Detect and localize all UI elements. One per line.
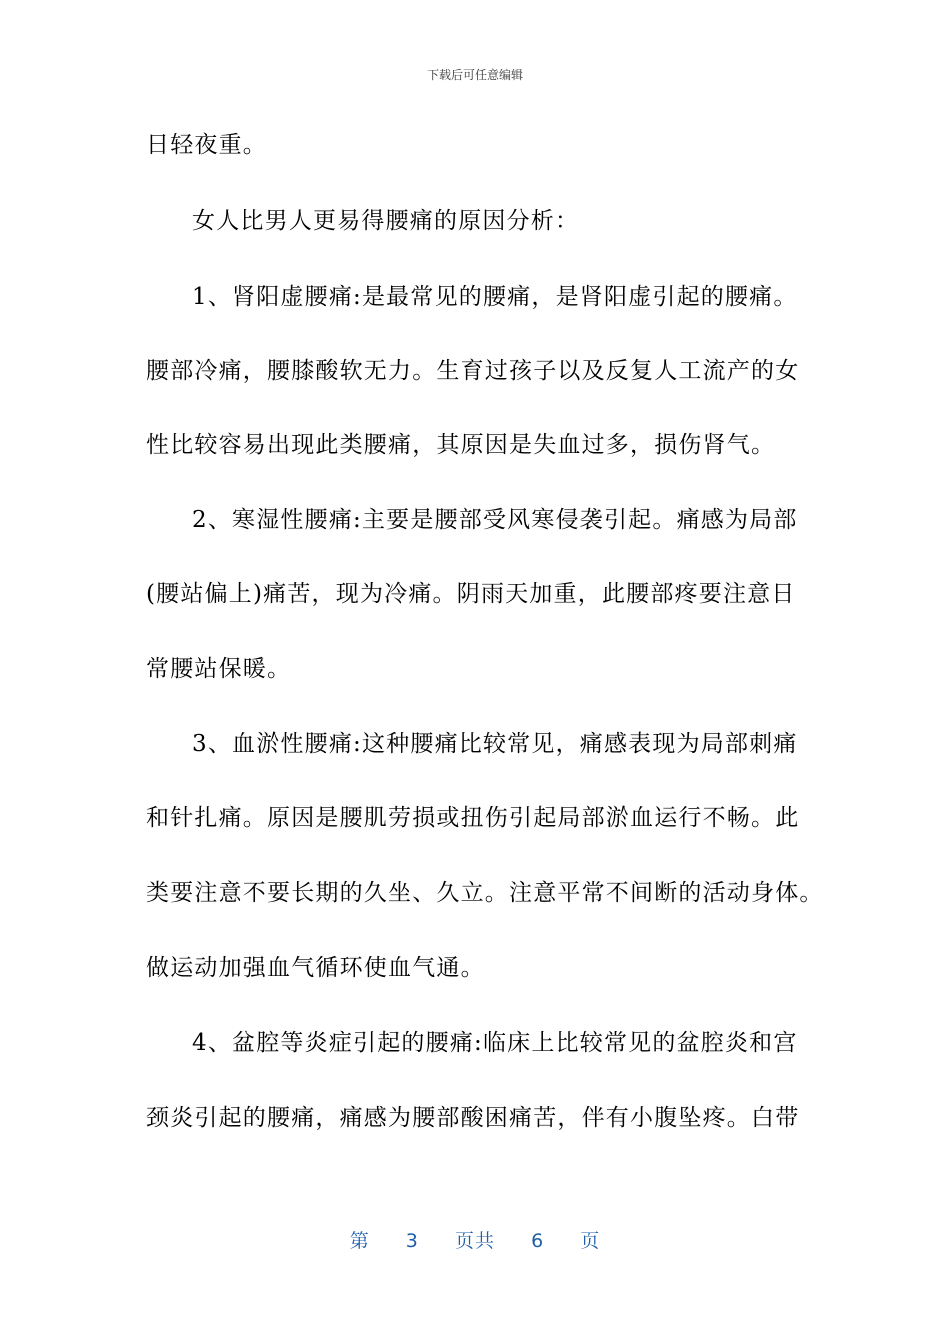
body-line-12: 做运动加强血气循环使血气通。 bbox=[146, 955, 485, 981]
body-line-8: 常腰站保暖。 bbox=[146, 656, 292, 682]
body-line-6: 2、寒湿性腰痛:主要是腰部受风寒侵袭引起。痛感为局部 bbox=[192, 507, 798, 533]
footer-page-total-word: 页共 bbox=[454, 1230, 495, 1252]
body-line-5: 性比较容易出现此类腰痛，其原因是失血过多，损伤肾气。 bbox=[146, 432, 776, 458]
body-line-11: 类要注意不要长期的久坐、久立。注意平常不间断的活动身体。 bbox=[146, 880, 824, 906]
body-line-4: 腰部冷痛，腰膝酸软无力。生育过孩子以及反复人工流产的女 bbox=[146, 358, 800, 384]
page-header: 下载后可任意编辑 bbox=[426, 68, 523, 82]
footer-current-page: 3 bbox=[405, 1230, 419, 1252]
body-line-1: 日轻夜重。 bbox=[146, 132, 267, 158]
footer-page-word: 第 bbox=[349, 1230, 370, 1252]
body-line-13: 4、盆腔等炎症引起的腰痛:临床上比较常见的盆腔炎和宫 bbox=[192, 1030, 798, 1056]
page-footer bbox=[0, 1226, 950, 1253]
body-line-2: 女人比男人更易得腰痛的原因分析： bbox=[192, 208, 580, 234]
footer-total-pages: 6 bbox=[531, 1230, 545, 1252]
body-line-7: (腰站偏上)痛苦，现为冷痛。阴雨天加重，此腰部疼要注意日 bbox=[146, 581, 796, 607]
body-line-9: 3、血淤性腰痛:这种腰痛比较常见，痛感表现为局部刺痛 bbox=[192, 731, 798, 757]
body-line-10: 和针扎痛。原因是腰肌劳损或扭伤引起局部淤血运行不畅。此 bbox=[146, 805, 800, 831]
body-line-14: 颈炎引起的腰痛，痛感为腰部酸困痛苦，伴有小腹坠疼。白带 bbox=[146, 1105, 800, 1131]
footer-page-end-word: 页 bbox=[580, 1230, 601, 1252]
body-line-3: 1、肾阳虚腰痛:是最常见的腰痛，是肾阳虚引起的腰痛。 bbox=[192, 284, 798, 310]
